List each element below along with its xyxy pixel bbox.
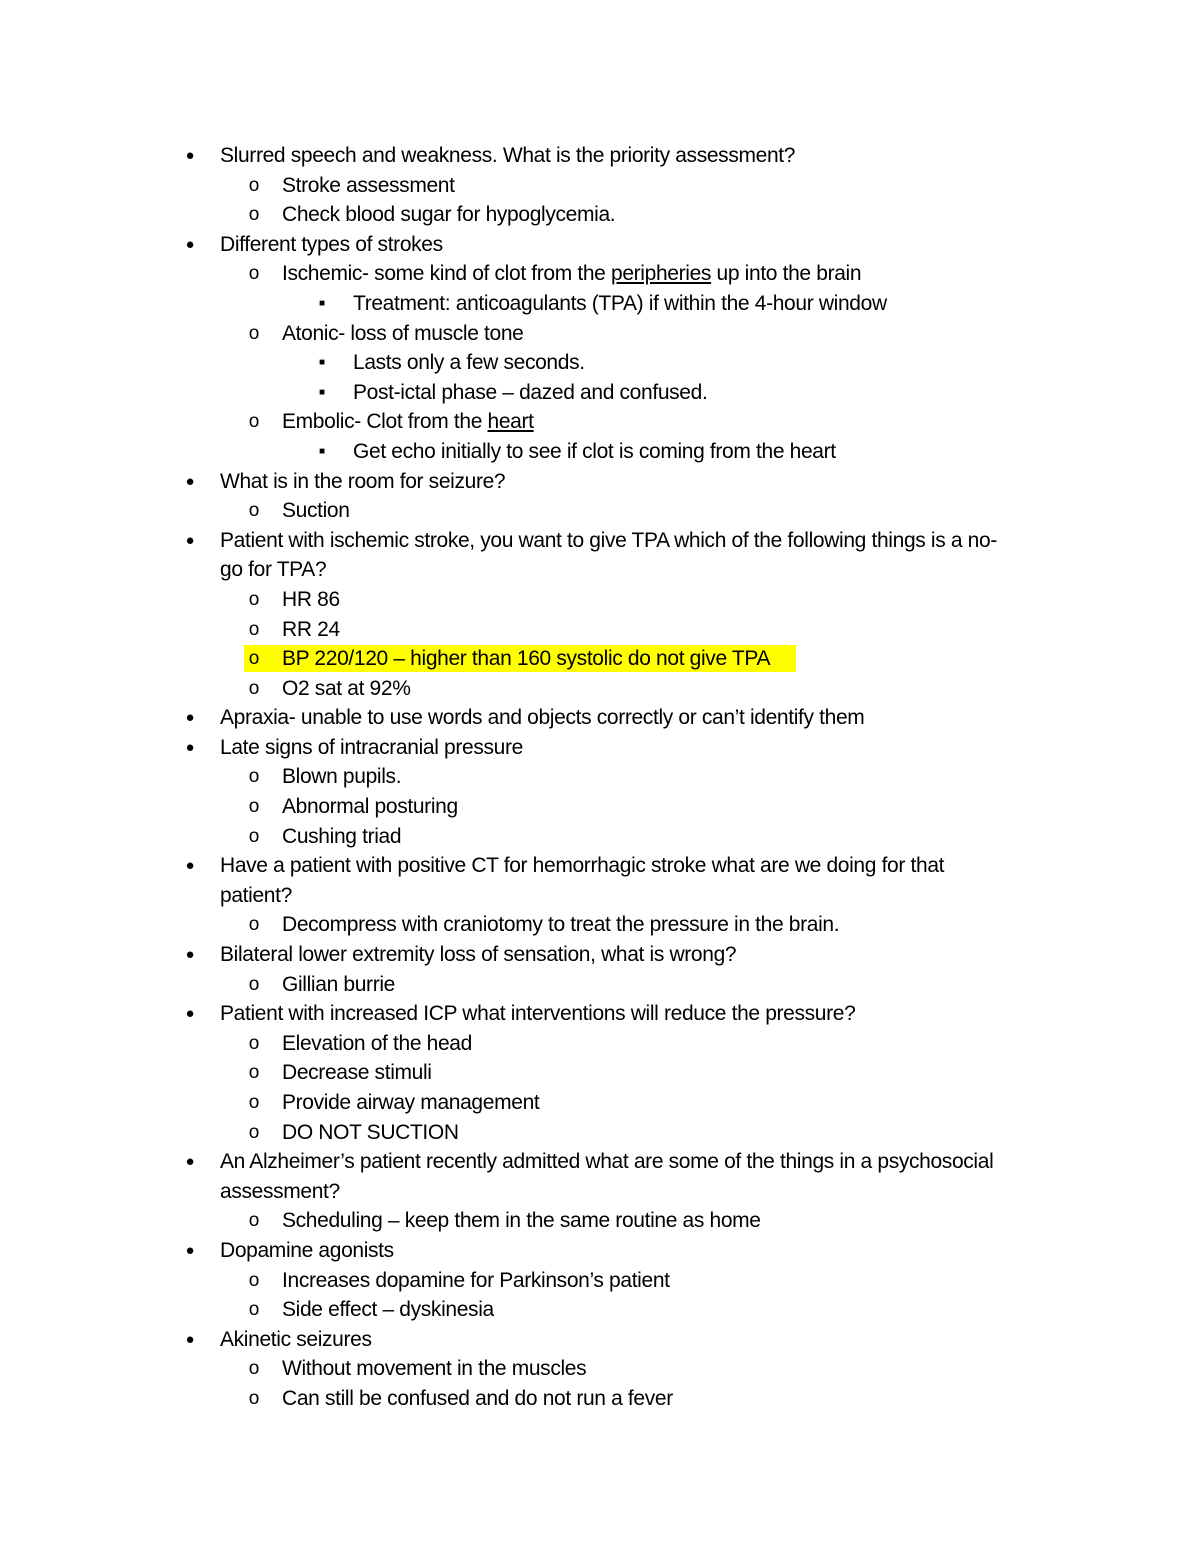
bullet-icon: [178, 999, 202, 1029]
list-item-continuation: [0, 1177, 1200, 1207]
list-item-text: [220, 141, 795, 171]
list-item-level-2: [0, 259, 1200, 289]
list-item-text-segment: Apraxia- unable to use words and objects correctly or can’t identify them: [220, 706, 865, 730]
list-item-text-segment: Can still be confused and do not run a fever: [282, 1386, 673, 1410]
list-item-continuation: [0, 555, 1200, 585]
circle-bullet-icon: [244, 970, 264, 1000]
list-item-text-segment: Post-ictal phase – dazed and confused.: [353, 380, 708, 404]
list-item-text-segment: What is in the room for seizure?: [220, 469, 506, 493]
list-item-level-2: [0, 407, 1200, 437]
list-item-text: [353, 378, 707, 408]
list-item-text: [282, 319, 524, 349]
circle-bullet-icon: [244, 1058, 264, 1088]
list-item-level-2: [0, 319, 1200, 349]
list-item-text-segment: RR 24: [282, 617, 340, 641]
list-item-level-3: [0, 289, 1200, 319]
bullet-icon: [178, 1236, 202, 1266]
list-item-text: [220, 881, 292, 911]
list-item-text: [220, 1325, 372, 1355]
list-item-text-segment: Slurred speech and weakness. What is the priority assessment?: [220, 144, 796, 167]
list-item-text: [220, 851, 944, 881]
bullet-icon: [178, 940, 202, 970]
bullet-icon: [178, 733, 202, 763]
list-item-text: [220, 467, 505, 497]
list-item-text: [220, 555, 326, 585]
list-item-text-segment: Increases dopamine for Parkinson’s patient: [282, 1268, 670, 1292]
list-item-text: [220, 230, 443, 260]
list-item-level-2: [0, 585, 1200, 615]
list-item-text-segment: Provide airway management: [282, 1091, 540, 1114]
list-item-level-1: [0, 526, 1200, 556]
list-item-level-1: [0, 1325, 1200, 1355]
list-item-text: [353, 437, 836, 467]
list-item-text-segment: O2 sat at 92%: [282, 676, 411, 700]
list-item-text: [282, 1266, 670, 1296]
list-item-text-segment: Treatment: anticoagulants (TPA) if within the 4-hour window: [353, 291, 887, 315]
list-item-level-3: [0, 437, 1200, 467]
list-item-text-segment: patient?: [220, 883, 292, 907]
list-item-text: [220, 999, 855, 1029]
list-item-level-2: [0, 822, 1200, 852]
list-item-level-2: [0, 1295, 1200, 1325]
list-item-text-segment: Lasts only a few seconds.: [353, 351, 585, 375]
list-item-text-segment: Have a patient with positive CT for hemorrhagic stroke what are we doing for that: [220, 854, 945, 878]
circle-bullet-icon: [244, 1118, 264, 1148]
list-item-text: [282, 200, 615, 230]
list-item-level-2: [0, 644, 1200, 674]
list-item-text-segment: up into the brain: [711, 262, 862, 286]
circle-bullet-icon: [244, 319, 264, 349]
list-item-level-1: [0, 230, 1200, 260]
list-item-level-2: [0, 1206, 1200, 1236]
circle-bullet-icon: [244, 1295, 264, 1325]
list-item-text-segment: Different types of strokes: [220, 232, 443, 256]
circle-bullet-icon: [244, 407, 264, 437]
circle-bullet-icon: [244, 674, 264, 704]
list-item-level-2: [0, 910, 1200, 940]
list-item-text: [353, 289, 887, 319]
list-item-text-segment: Atonic- loss of muscle tone: [282, 321, 524, 345]
list-item-text-segment: Late signs of intracranial pressure: [220, 735, 523, 759]
circle-bullet-icon: [244, 615, 264, 645]
list-item-text: [282, 674, 411, 704]
list-item-text: [282, 1029, 472, 1059]
list-item-level-2: [0, 792, 1200, 822]
list-item-level-2: [0, 615, 1200, 645]
list-item-text: [220, 940, 736, 970]
list-item-text-segment: Side effect – dyskinesia: [282, 1298, 494, 1322]
list-item-text: [282, 407, 534, 437]
list-item-text: [282, 171, 455, 201]
circle-bullet-icon: [244, 1088, 264, 1118]
list-item-text: [282, 1058, 432, 1088]
circle-bullet-icon: [244, 1029, 264, 1059]
list-item-level-2: [0, 1118, 1200, 1148]
list-item-text: [282, 762, 401, 792]
circle-bullet-icon: [244, 1384, 264, 1414]
list-item-text-segment: Embolic- Clot from the: [282, 410, 488, 434]
underlined-term: heart: [487, 410, 534, 434]
list-item-text-segment: DO NOT SUCTION: [282, 1120, 459, 1144]
list-item-text: [282, 1295, 494, 1325]
list-item-level-2: [0, 1088, 1200, 1118]
list-item-level-2: [0, 200, 1200, 230]
list-item-level-2: [0, 1354, 1200, 1384]
list-item-text-segment: Decrease stimuli: [282, 1061, 432, 1085]
circle-bullet-icon: [244, 792, 264, 822]
list-item-text-segment: Blown pupils.: [282, 765, 402, 789]
circle-bullet-icon: [244, 200, 264, 230]
list-item-level-2: [0, 762, 1200, 792]
bullet-icon: [178, 467, 202, 497]
list-item-text: [282, 792, 458, 822]
list-item-text-segment: Elevation of the head: [282, 1031, 472, 1055]
list-item-text: [282, 496, 350, 526]
list-item-level-1: [0, 851, 1200, 881]
list-item-text-segment: Get echo initially to see if clot is coming from the heart: [353, 439, 836, 463]
list-item-text-segment: Patient with ischemic stroke, you want to give TPA which of the following things is a no-: [220, 528, 997, 552]
circle-bullet-icon: [244, 585, 264, 615]
list-item-level-2: [0, 171, 1200, 201]
list-item-level-1: [0, 1236, 1200, 1266]
list-item-text: [282, 910, 839, 940]
list-item-text-segment: go for TPA?: [220, 558, 327, 582]
bullet-icon: [178, 526, 202, 556]
list-item-text-segment: Gillian burrie: [282, 972, 395, 996]
list-item-text: [282, 1088, 539, 1118]
square-bullet-icon: [313, 437, 331, 467]
list-item-level-2: [0, 1029, 1200, 1059]
list-item-text-segment: Suction: [282, 499, 350, 523]
circle-bullet-icon: [244, 1266, 264, 1296]
list-item-text: [282, 1118, 459, 1148]
circle-bullet-icon: [244, 644, 264, 674]
list-item-level-1: [0, 703, 1200, 733]
list-item-level-1: [0, 940, 1200, 970]
list-item-level-2: [0, 674, 1200, 704]
list-item-text: [220, 1177, 340, 1207]
list-item-text: [282, 1354, 586, 1384]
list-item-text-segment: Without movement in the muscles: [282, 1357, 587, 1381]
list-item-text: [282, 615, 340, 645]
list-item-text-segment: Dopamine agonists: [220, 1238, 394, 1262]
list-item-level-3: [0, 348, 1200, 378]
square-bullet-icon: [313, 378, 331, 408]
list-item-continuation: [0, 881, 1200, 911]
list-item-level-1: [0, 999, 1200, 1029]
list-item-text: [353, 348, 585, 378]
bullet-icon: [178, 230, 202, 260]
list-item-text-segment: Ischemic- some kind of clot from the: [282, 262, 611, 286]
list-item-text-segment: Decompress with craniotomy to treat the pressure in the brain.: [282, 913, 840, 937]
list-item-text: [220, 526, 997, 556]
square-bullet-icon: [313, 348, 331, 378]
list-item-level-2: [0, 1384, 1200, 1414]
list-item-text: [282, 970, 395, 1000]
list-item-text-segment: Check blood sugar for hypoglycemia.: [282, 203, 616, 227]
list-item-text: [220, 1236, 394, 1266]
circle-bullet-icon: [244, 762, 264, 792]
bullet-icon: [178, 851, 202, 881]
list-item-text: [282, 1384, 673, 1414]
list-item-level-1: [0, 141, 1200, 171]
list-item-level-2: [0, 1266, 1200, 1296]
circle-bullet-icon: [244, 1206, 264, 1236]
list-item-level-2: [0, 496, 1200, 526]
bullet-icon: [178, 1147, 202, 1177]
list-item-text: [220, 733, 523, 763]
list-item-text-segment: Abnormal posturing: [282, 795, 458, 819]
list-item-text-segment: assessment?: [220, 1179, 340, 1203]
list-item-text: [282, 585, 340, 615]
circle-bullet-icon: [244, 259, 264, 289]
bullet-icon: [178, 703, 202, 733]
circle-bullet-icon: [244, 1354, 264, 1384]
list-item-text: [220, 1147, 993, 1177]
list-item-text: [282, 822, 401, 852]
list-item-text-segment: Scheduling – keep them in the same routine as home: [282, 1209, 761, 1233]
list-item-text: [220, 703, 864, 733]
list-item-level-3: [0, 378, 1200, 408]
list-item-text-segment: Cushing triad: [282, 824, 402, 848]
list-item-text: [282, 1206, 761, 1236]
circle-bullet-icon: [244, 822, 264, 852]
list-item-level-2: [0, 970, 1200, 1000]
list-item-level-1: [0, 1147, 1200, 1177]
circle-bullet-icon: [244, 496, 264, 526]
list-item-text-segment: Stroke assessment: [282, 173, 455, 197]
bullet-icon: [178, 1325, 202, 1355]
square-bullet-icon: [313, 289, 331, 319]
underlined-term: peripheries: [611, 262, 712, 286]
list-item-text-segment: An Alzheimer’s patient recently admitted what are some of the things in a psychosocial: [220, 1150, 994, 1174]
document-page: [0, 141, 1200, 1414]
list-item-level-2: [0, 1058, 1200, 1088]
circle-bullet-icon: [244, 171, 264, 201]
list-item-text-segment: Patient with increased ICP what interventions will reduce the pressure?: [220, 1002, 856, 1026]
list-item-text-segment: HR 86: [282, 587, 340, 611]
list-item-text-segment: Bilateral lower extremity loss of sensation, what is wrong?: [220, 943, 737, 967]
list-item-text-segment: BP 220/120 – higher than 160 systolic do not give TPA: [282, 647, 771, 671]
list-item-text: [282, 259, 861, 289]
list-item-level-1: [0, 467, 1200, 497]
bullet-icon: [178, 141, 202, 171]
circle-bullet-icon: [244, 910, 264, 940]
list-item-level-1: [0, 733, 1200, 763]
list-item-text-segment: Akinetic seizures: [220, 1327, 372, 1351]
list-item-text: [282, 644, 770, 674]
